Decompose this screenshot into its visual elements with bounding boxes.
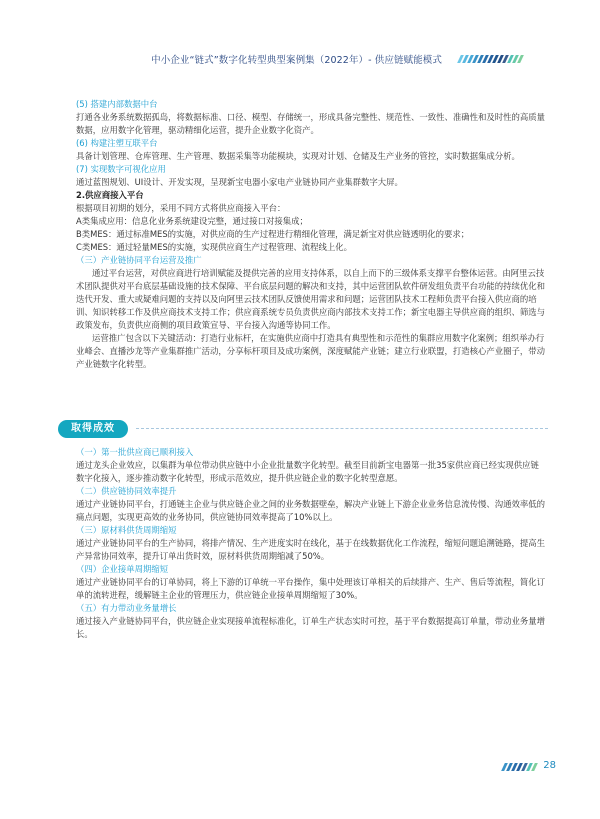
subheading: （三）原材料供货周期缩短 (76, 525, 177, 535)
subheading: (6) 构建注塑互联平台 (76, 138, 158, 148)
paragraph: C类MES：通过轻量MES的实施，实现供应商生产过程管理、流程线上化。 (76, 242, 353, 252)
subheading: （四）企业接单周期缩短 (76, 564, 169, 574)
paragraph: 通过产业链协同平台的订单协同，将上下游的订单统一平台操作，集中处理该订单相关的后续排产、生产、售后等流程，简化订单的流转进程，缓解链主企业的管理压力，供应链企业接单周期缩短了30%。 (76, 577, 545, 600)
header-title: 中小企业“链式”数字化转型典型案例集（2022年）- 供应链赋能模式 (151, 55, 442, 66)
paragraph: 通过龙头企业效应，以集群为单位带动供应链中小企业批量数字化转型。截至目前新宝电器第一批35家供应商已经实现供应链数字化接入，逐步推动数字化转型，形成示范效应，提升供应链企业的数字化转型意愿。 (76, 460, 539, 483)
paragraph: 通过产业链协同平台的生产协同，将排产情况、生产进度实时在线化，基于在线数据优化工作流程，缩短问题追溯链路，提高生产异常协同效率，提升订单出货时效，原材料供货周期缩减了50%。 (76, 538, 545, 561)
paragraph: 打通各业务系统数据孤岛，将数据标准、口径、模型、存储统一，形成具备完整性、规范性、一致性、准确性和及时性的高质量数据，应用数字化管理，驱动精细化运营，提升企业数字化资产。 (76, 112, 545, 135)
page-number: 28 (543, 760, 556, 771)
paragraph: B类MES：通过标准MES的实施，对供应商的生产过程进行精细化管理，满足新宝对供应链透明化的要求； (76, 229, 470, 239)
page-header (0, 52, 600, 66)
paragraph: 通过产业链协同平台，打通链主企业与供应链企业之间的业务数据壁垒，解决产业链上下游企业业务信息流传慢、沟通效率低的痛点问题，实现更高效的业务协同，供应链协同效率提高了10%以上。 (76, 499, 545, 522)
top-section (76, 98, 546, 371)
paragraph: 根据项目初期的划分，采用不同方式将供应商接入平台： (76, 203, 286, 213)
subheading: (7) 实现数字可视化应用 (76, 164, 166, 174)
paragraph: 通过平台运营，对供应商进行培训赋能及提供完善的应用支持体系，以自上而下的三级体系支撑平台整体运营。由阿里云技术团队提供对平台底层基础设施的技术保障、平台底层问题的解决和支持，其中运营团队软件研发组负责平台功能的持续优化和迭代开发、重大或疑难问题的支持以及向阿里云技术团队反馈使用需求和问题；运营团队技术工程师负责平台接入供应商的培训、知识转移工作及供应商技术支持工作；供应商系统专员负责供应商内部技术支持工作；新宝电器主导供应商的组织、筛选与政策发布，负责供应商侧的项目政策宣导、平台接入沟通等协同工作。 (76, 268, 545, 330)
results-badge: 取得成效 (58, 420, 128, 438)
paragraph: 通过蓝图规划、UI设计、开发实现，呈现新宝电器小家电产业链协同产业集群数字大屏。 (76, 177, 403, 187)
dashed-divider (136, 428, 548, 429)
paragraph: A类集成应用：信息化业务系统建设完整，通过接口对接集成； (76, 216, 308, 226)
header-stripes-decoration (459, 55, 522, 63)
paragraph: 通过接入产业链协同平台，供应链企业实现接单流程标准化，订单生产状态实时可控，基于平台数据提高订单量，带动业务量增长。 (76, 616, 545, 639)
subheading: （一）第一批供应商已顺利接入 (76, 447, 194, 457)
subheading: （五）有力带动业务量增长 (76, 603, 177, 613)
paragraph: 运营推广包含以下关键活动：打造行业标杆，在实施供应商中打造具有典型性和示范性的集群应用数字化案例；组织举办行业峰会、直播沙龙等产业集群推广活动，分享标杆项目及成功案例，深度赋能产业链；建立行业联盟，打造核心产业圈子，带动产业链数字化转型。 (76, 333, 545, 369)
paragraph: 具备计划管理、仓库管理、生产管理、数据采集等功能模块，实现对计划、仓储及生产业务的管控，实时数据集成分析。 (76, 151, 520, 161)
subheading: 2.供应商接入平台 (76, 190, 144, 200)
subheading: （二）供应链协同效率提升 (76, 486, 177, 496)
footer-stripes-decoration (503, 763, 536, 771)
results-section (76, 446, 546, 641)
subheading: (5) 搭建内部数据中台 (76, 99, 158, 109)
results-heading-row (58, 420, 548, 438)
subheading: （三）产业链协同平台运营及推广 (76, 255, 202, 265)
